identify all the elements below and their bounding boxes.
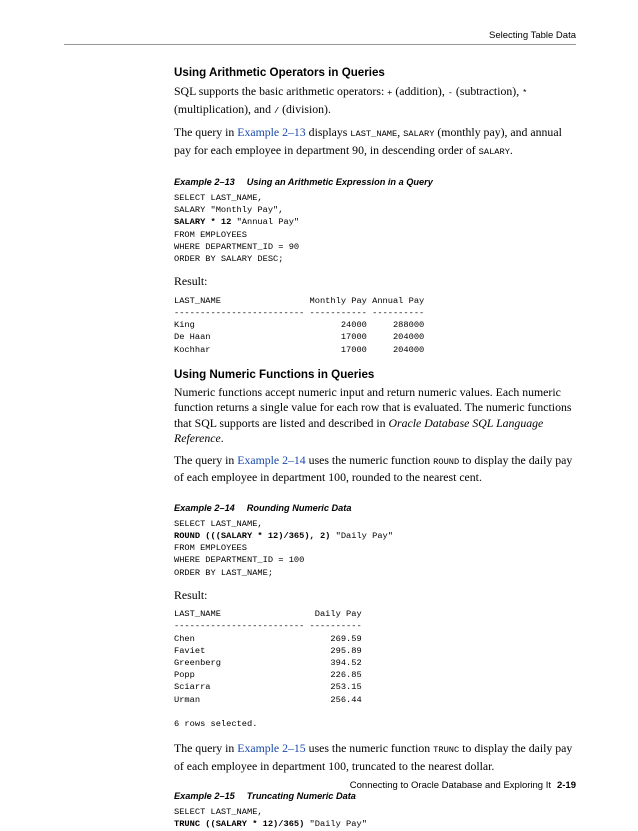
paragraph-numeric-round: The query in Example 2–14 uses the numeric function ROUND to display the daily pay of each employee in department 100, rounded to the nearest cent. [174,452,573,485]
result-header: LAST_NAME Daily Pay [174,609,362,620]
result-row: Sciarra 253.15 [174,682,362,693]
example-2-14-code: SELECT LAST_NAME, ROUND (((SALARY * 12)/365), 2) "Daily Pay" FROM EMPLOYEES WHERE DEPARTMENT_ID = 100 ORDER BY LAST_NAME; [174,518,393,578]
page-number: 2-19 [556,780,576,791]
result-row: Chen 269.59 [174,633,362,644]
result-row: Greenberg 394.52 [174,658,362,669]
example-2-14-result [174,608,578,730]
example-2-13-title: Example 2–13 Using an Arithmetic Expression in a Query [174,177,433,187]
example-2-15-code: SELECT LAST_NAME, TRUNC ((SALARY * 12)/365) "Daily Pay" [174,807,367,830]
page-content [174,66,578,831]
result-divider: ------------------------- ---------- [174,621,362,632]
result-header: LAST_NAME Monthly Pay Annual Pay [174,295,425,306]
result-row: Urman 256.44 [174,694,362,705]
footer-title: Connecting to Oracle Database and Exploring It [349,780,551,791]
example-2-15-link[interactable]: Example 2–15 [237,741,306,756]
running-header-title: Selecting Table Data [489,30,576,41]
paragraph-arithmetic-query: The query in Example 2–13 displays LAST_NAME, SALARY (monthly pay), and annual pay for each employee in department 90, in descending order of SALARY. [174,125,562,157]
result-row: Popp 226.85 [174,670,362,681]
example-2-13-result [174,295,578,356]
result-label-2-13: Result: [174,274,208,289]
result-row: Faviet 295.89 [174,645,362,656]
result-row: De Haan 17000 204000 [174,332,425,343]
example-2-15-title: Example 2–15 Truncating Numeric Data [174,791,356,802]
paragraph-arithmetic-intro: SQL supports the basic arithmetic operators: + (addition), - (subtraction), * (multiplication), and / (division). [174,84,528,116]
example-2-13-code: SELECT LAST_NAME, SALARY "Monthly Pay", SALARY * 12 "Annual Pay" FROM EMPLOYEES WHERE DEPARTMENT_ID = 90 ORDER BY SALARY DESC; [174,193,300,265]
example-2-14-link[interactable]: Example 2–14 [237,452,306,467]
result-divider: ------------------------- ----------- ---------- [174,307,425,318]
result-label-2-14: Result: [174,587,208,602]
section-heading-arithmetic: Using Arithmetic Operators in Queries [174,66,385,79]
page-footer [350,780,576,791]
example-2-14-title: Example 2–14 Rounding Numeric Data [174,502,352,513]
header-rule [64,44,576,45]
paragraph-numeric-trunc: The query in Example 2–15 uses the numeric function TRUNC to display the daily pay of each employee in department 100, truncated to the nearest dollar. [174,741,573,773]
paragraph-numeric-intro: Numeric functions accept numeric input and return numeric values. Each numeric function returns a single value for each row that is evaluated. The numeric functions that SQL supports are listed and described in Oracle Database SQL Language Reference. [174,384,572,446]
result-row: King 24000 288000 [174,320,425,331]
example-2-13-link[interactable]: Example 2–13 [237,125,306,139]
result-summary: 6 rows selected. [174,719,258,730]
result-row: Kochhar 17000 204000 [174,344,425,355]
section-heading-numeric: Using Numeric Functions in Queries [174,367,375,381]
